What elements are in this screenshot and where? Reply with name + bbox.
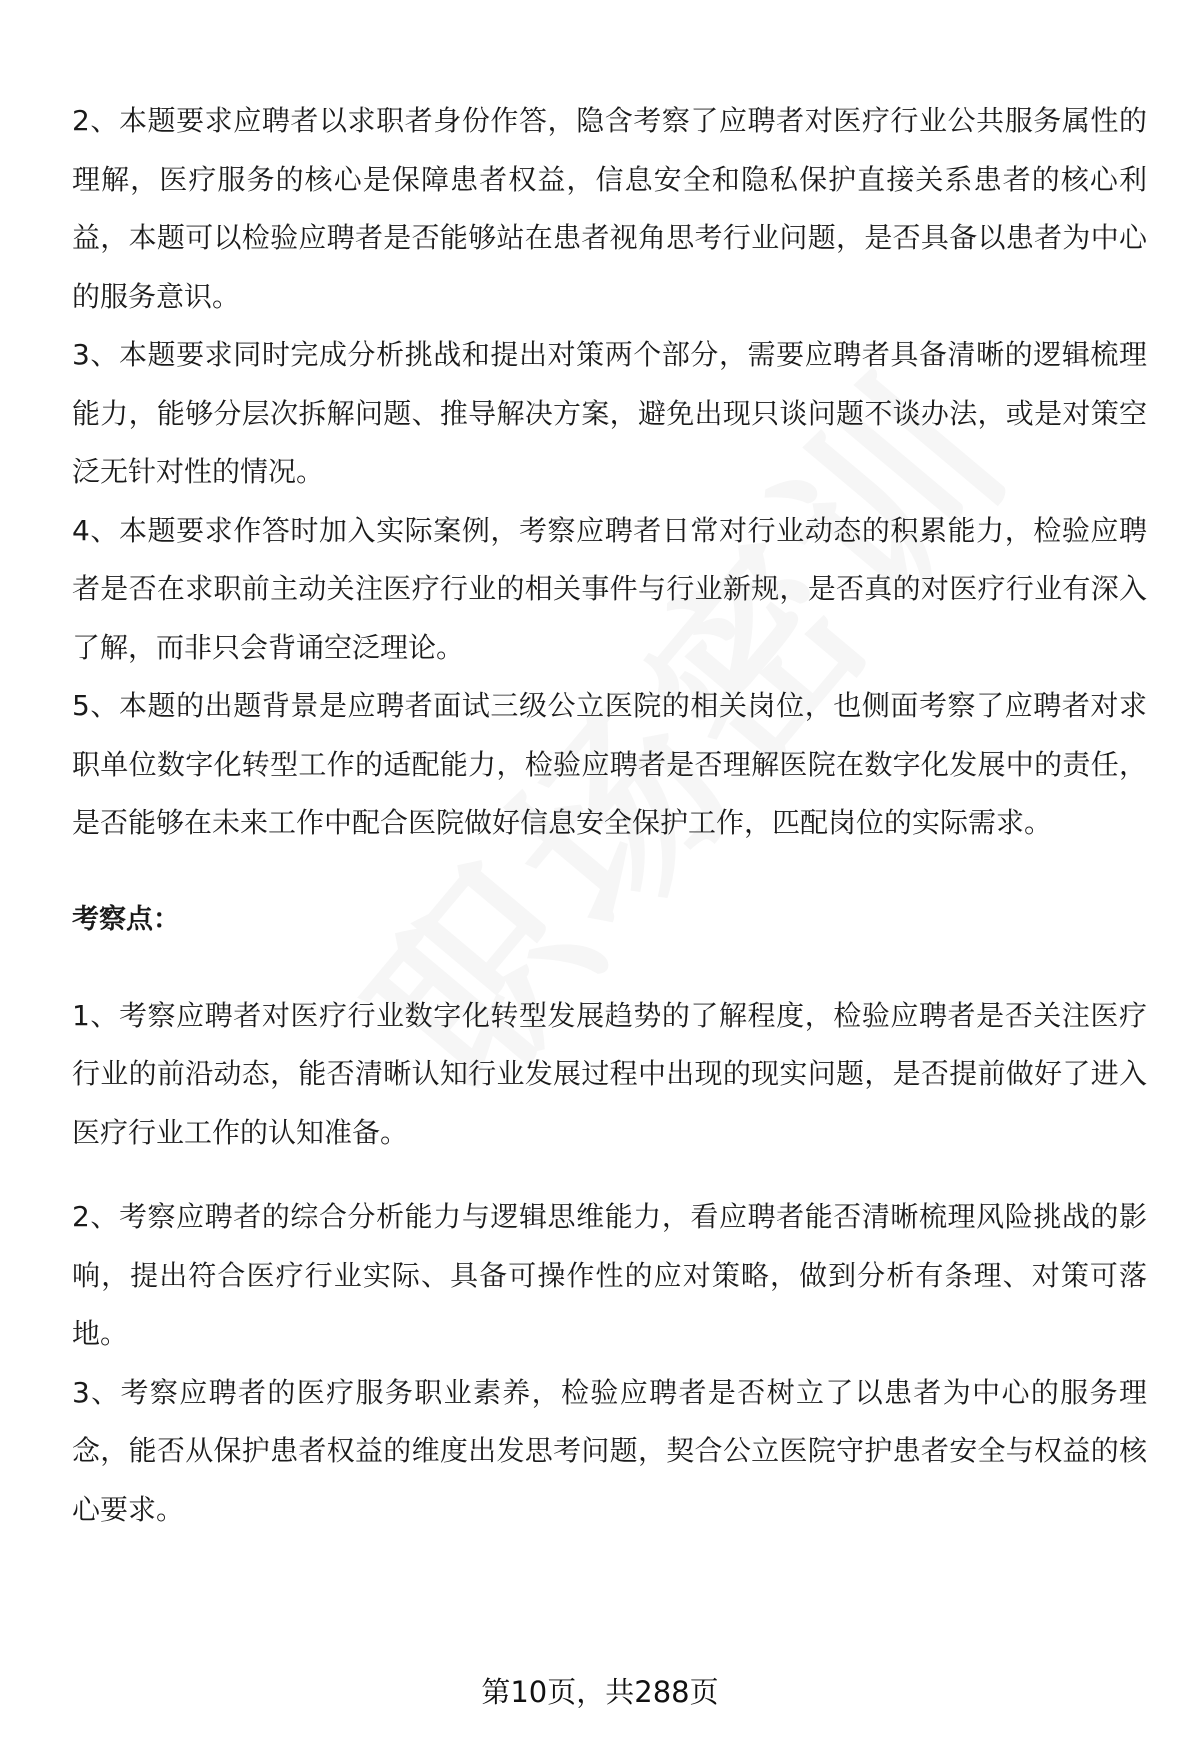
point-item-1: 1、考察应聘者对医疗行业数字化转型发展趋势的了解程度，检验应聘者是否关注医疗行业的前沿动态，能否清晰认知行业发展过程中出现的现实问题，是否提前做好了进入医疗行业工作的认知准备。 [72, 998, 1147, 1149]
paragraph-item-4: 4、本题要求作答时加入实际案例，考察应聘者日常对行业动态的积累能力，检验应聘者是否在求职前主动关注医疗行业的相关事件与行业新规，是否真的对医疗行业有深入了解，而非只会背诵空泛理论。 [72, 513, 1147, 664]
section-heading: 考察点： [72, 903, 180, 935]
paragraph-item-3: 3、本题要求同时完成分析挑战和提出对策两个部分，需要应聘者具备清晰的逻辑梳理能力，能够分层次拆解问题、推导解决方案，避免出现只谈问题不谈办法，或是对策空泛无针对性的情况。 [72, 338, 1147, 488]
document-body [72, 92, 1147, 1539]
spacer [72, 1162, 1147, 1188]
paragraph-item-5: 5、本题的出题背景是应聘者面试三级公立医院的相关岗位，也侧面考察了应聘者对求职单位数字化转型工作的适配能力，检验应聘者是否理解医院在数字化发展中的责任，是否能够在未来工作中配合医院做好信息安全保护工作，匹配岗位的实际需求。 [72, 689, 1147, 839]
page-number-footer: 第10页，共288页 [481, 1675, 719, 1709]
paragraph-item-2: 2、本题要求应聘者以求职者身份作答，隐含考察了应聘者对医疗行业公共服务属性的理解，医疗服务的核心是保障患者权益，信息安全和隐私保护直接关系患者的核心利益，本题可以检验应聘者是否能够站在患者视角思考行业问题，是否具备以患者为中心的服务意识。 [72, 104, 1147, 313]
point-item-2: 2、考察应聘者的综合分析能力与逻辑思维能力，看应聘者能否清晰梳理风险挑战的影响，提出符合医疗行业实际、具备可操作性的应对策略，做到分析有条理、对策可落地。 [72, 1200, 1147, 1350]
spacer [72, 949, 1147, 987]
point-item-3: 3、考察应聘者的医疗服务职业素养，检验应聘者是否树立了以患者为中心的服务理念，能否从保护患者权益的维度出发思考问题，契合公立医院守护患者安全与权益的核心要求。 [72, 1375, 1147, 1526]
spacer [72, 853, 1147, 891]
